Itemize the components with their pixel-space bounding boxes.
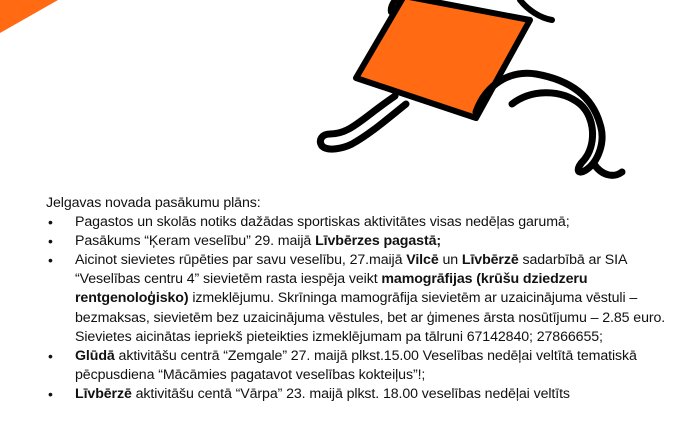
highlighted-text: Vilcē <box>406 252 439 269</box>
item-text: Pasākums “Ķeram veselību” 29. maijā <box>75 233 316 250</box>
item-text: un <box>438 252 462 269</box>
plan-list <box>46 213 686 404</box>
item-text: Pagastos un skolās notiks dažādas sportiskas aktivitātes visas nedēļas garumā; <box>75 214 570 231</box>
highlighted-text: Līvbērzē <box>461 252 519 269</box>
plan-list-item <box>46 213 686 232</box>
figure-leg-right <box>476 73 602 172</box>
corner-orange-shape <box>0 0 58 33</box>
item-text: aktivitāšu centrā “Zemgale” 27. maijā plkst.15.00 Veselības nedēļai veltītā tematiskā pēcpusdiena “Mācāmies pagatavot veselības kokteiļus”!; <box>75 347 637 383</box>
figure-foot-right <box>594 164 622 175</box>
highlighted-text: Līvbērzes pagastā; <box>315 233 441 250</box>
figure-body-orange <box>356 0 530 118</box>
event-plan-text <box>46 194 686 404</box>
highlighted-text: Glūdā <box>75 347 115 364</box>
item-text: Aicinot sievietes rūpēties par savu veselību, 27.maijā <box>75 252 407 269</box>
item-text: izmeklējumu. Skrīninga mamogrāfija sievietēm ar uzaicinājuma vēstuli – bezmaksas, sievietēm bez uzaicinājuma vēstules, bet ar ģimenes ārsta nosūtījumu – 2.85 euro. Sievietes aicinātas iepriekš pieteikties izmeklējumam pa tālruni 67142840; 27866655; <box>75 290 666 345</box>
item-text: sadarbībā ar SIA “Veselības centru 4” sievietēm rasta iespēja veikt <box>75 252 627 288</box>
running-figure-illustration <box>0 0 700 190</box>
highlighted-text: Līvbērzē <box>75 385 132 402</box>
plan-list-item <box>46 385 686 404</box>
plan-list-item <box>46 347 686 385</box>
item-text: aktivitāšu centā “Vārpa” 23. maijā plkst. 18.00 veselības nedēļai veltīts <box>131 385 570 402</box>
plan-heading: Jelgavas novada pasākumu plāns: <box>46 195 261 211</box>
figure-leg-left <box>320 96 406 149</box>
plan-list-item <box>46 232 686 251</box>
highlighted-text: mamogrāfijas (krūšu dziedzeru rentgenoloģisko) <box>75 271 588 307</box>
plan-list-item <box>46 251 686 346</box>
